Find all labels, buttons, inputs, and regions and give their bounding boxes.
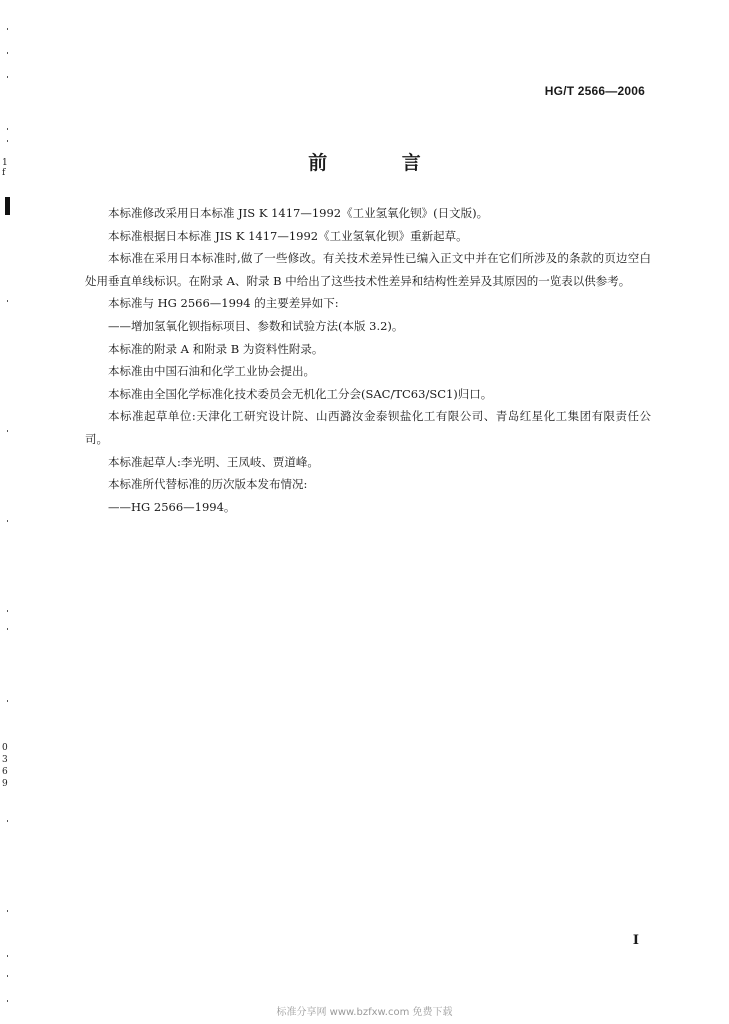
margin-vertical-digits: 0 3 6 9 [2,743,8,789]
paragraph: 本标准根据日本标准 JIS K 1417—1992《工业氢氧化钡》重新起草。 [108,228,468,243]
page-title: 前 言 [308,152,455,174]
paragraph: 本标准的附录 A 和附录 B 为资料性附录。 [108,341,324,356]
paragraph: 本标准与 HG 2566—1994 的主要差异如下: [108,296,339,311]
paragraph: ——增加氢氧化钡指标项目、参数和试验方法(本版 3.2)。 [108,318,404,333]
paragraph: 本标准由中国石油和化学工业协会提出。 [108,364,315,379]
page-number: I [632,933,639,948]
paragraph: 本标准起草单位:天津化工研究设计院、山西潞汝金泰钡盐化工有限公司、青岛红星化工集团有限责任公司。 [85,409,651,446]
paragraph: 本标准起草人:李光明、王凤岐、贾道峰。 [108,454,319,469]
margin-change-bar [5,197,10,215]
margin-mark-top: 1 f [2,158,8,178]
paragraph: ——HG 2566—1994。 [108,499,236,514]
foreword-body [85,202,651,518]
watermark: 标准分享网 www.bzfxw.com 免费下载 [276,1007,453,1018]
paragraph: 本标准所代替标准的历次版本发布情况: [108,477,308,492]
paragraph: 本标准修改采用日本标准 JIS K 1417—1992《工业氢氧化钡》(日文版)。 [108,206,489,220]
paragraph: 本标准由全国化学标准化技术委员会无机化工分会(SAC/TC63/SC1)归口。 [108,386,493,401]
standard-code: HG/T 2566—2006 [544,84,645,98]
paragraph: 本标准在采用日本标准时,做了一些修改。有关技术差异性已编入正文中并在它们所涉及的条款的页边空白处用垂直单线标识。在附录 A、附录 B 中给出了这些技术性差异和结构性差异及其原因的一览表以供参考。 [85,251,651,288]
